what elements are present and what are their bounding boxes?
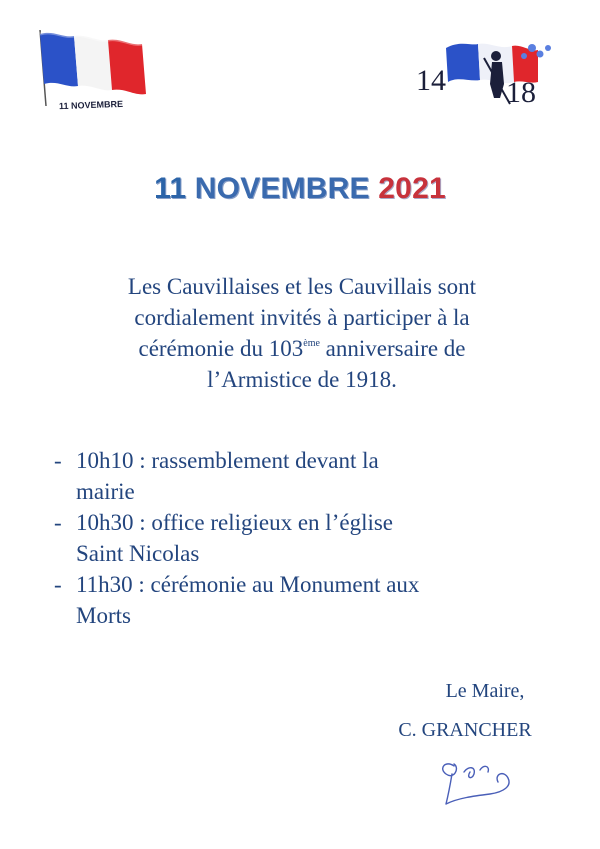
schedule-item-line: Saint Nicolas bbox=[76, 541, 200, 566]
intro-line-4: l’Armistice de 1918. bbox=[207, 367, 397, 392]
schedule-item-line: 11h30 : cérémonie au Monument aux bbox=[76, 572, 420, 597]
schedule-item bbox=[54, 507, 574, 569]
invitation-paragraph bbox=[52, 271, 552, 395]
schedule-item-line: 10h10 : rassemblement devant la bbox=[76, 448, 379, 473]
schedule-list bbox=[54, 445, 574, 631]
intro-line-1: Les Cauvillaises et les Cauvillais sont bbox=[127, 274, 477, 299]
logo-left-number: 14 bbox=[416, 64, 446, 97]
schedule-item-line: mairie bbox=[76, 479, 135, 504]
signatory-role: Le Maire, bbox=[445, 680, 525, 702]
intro-line-3 bbox=[52, 333, 552, 364]
title-day: 11 bbox=[154, 172, 195, 205]
intro-line-3-end: anniversaire de bbox=[319, 336, 466, 361]
signatory-name: C. GRANCHER bbox=[398, 719, 532, 741]
flag-badge bbox=[34, 28, 150, 120]
french-flag-icon bbox=[34, 28, 150, 108]
intro-line-3-start: cérémonie du 103 bbox=[138, 336, 304, 361]
ordinal-superscript: ème bbox=[303, 338, 320, 349]
schedule-item bbox=[54, 569, 574, 631]
handwritten-signature-icon bbox=[424, 752, 524, 810]
logo-right-number: 18 bbox=[506, 76, 536, 109]
title-year: 2021 bbox=[378, 172, 446, 205]
bullet-dash: - bbox=[54, 510, 62, 535]
bullet-dash: - bbox=[54, 448, 62, 473]
schedule-item-line: Morts bbox=[76, 603, 131, 628]
schedule-item-line: 10h30 : office religieux en l’église bbox=[76, 510, 394, 535]
bullet-dash: - bbox=[54, 572, 62, 597]
page-title bbox=[0, 172, 600, 206]
logo-14-18 bbox=[414, 36, 564, 114]
intro-line-2: cordialement invités à participer à la bbox=[134, 305, 470, 330]
schedule-item bbox=[54, 445, 574, 507]
title-month: NOVEMBRE bbox=[194, 172, 379, 205]
badge-caption: 11 NOVEMBRE bbox=[58, 98, 124, 112]
